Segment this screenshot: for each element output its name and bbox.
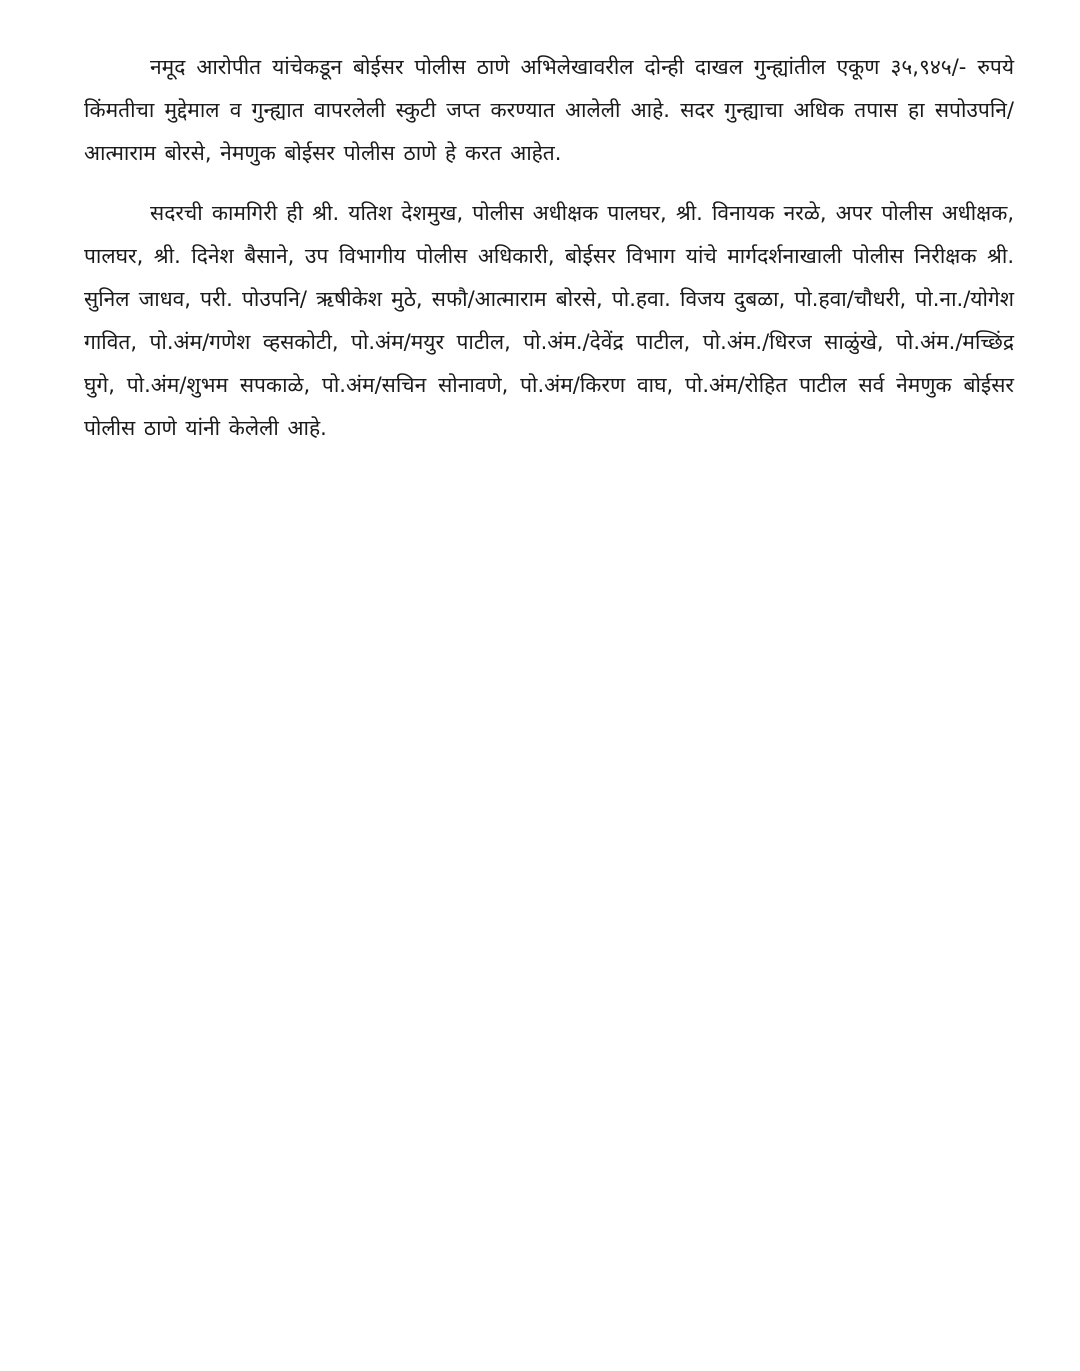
paragraph-seizure-details: नमूद आरोपीत यांचेकडून बोईसर पोलीस ठाणे अभिलेखावरील दोन्ही दाखल गुन्ह्यांतील एकूण ३५,९४५/- रुपये किंमतीचा मुद्देमाल व गुन्ह्यात वापरलेली स्कुटी जप्त करण्यात आलेली आहे. सदर गुन्ह्याचा अधिक तपास हा सपोउपनि/आत्माराम बोरसे, नेमणुक बोईसर पोलीस ठाणे हे करत आहेत. [84,55,1014,165]
document-body [84,46,1014,450]
paragraph-team-credits: सदरची कामगिरी ही श्री. यतिश देशमुख, पोलीस अधीक्षक पालघर, श्री. विनायक नरळे, अपर पोलीस अधीक्षक, पालघर, श्री. दिनेश बैसाने, उप विभागीय पोलीस अधिकारी, बोईसर विभाग यांचे मार्गदर्शनाखाली पोलीस निरीक्षक श्री. सुनिल जाधव, परी. पोउपनि/ ऋषीकेश मुठे, सफौ/आत्माराम बोरसे, पो.हवा. विजय दुबळा, पो.हवा/चौधरी, पो.ना./योगेश गावित, पो.अंम/गणेश व्हसकोटी, पो.अंम/मयुर पाटील, पो.अंम./देवेंद्र पाटील, पो.अंम./धिरज साळुंखे, पो.अंम./मच्छिंद्र घुगे, पो.अंम/शुभम सपकाळे, पो.अंम/सचिन सोनावणे, पो.अंम/किरण वाघ, पो.अंम/रोहित पाटील सर्व नेमणुक बोईसर पोलीस ठाणे यांनी केलेली आहे. [84,201,1014,440]
